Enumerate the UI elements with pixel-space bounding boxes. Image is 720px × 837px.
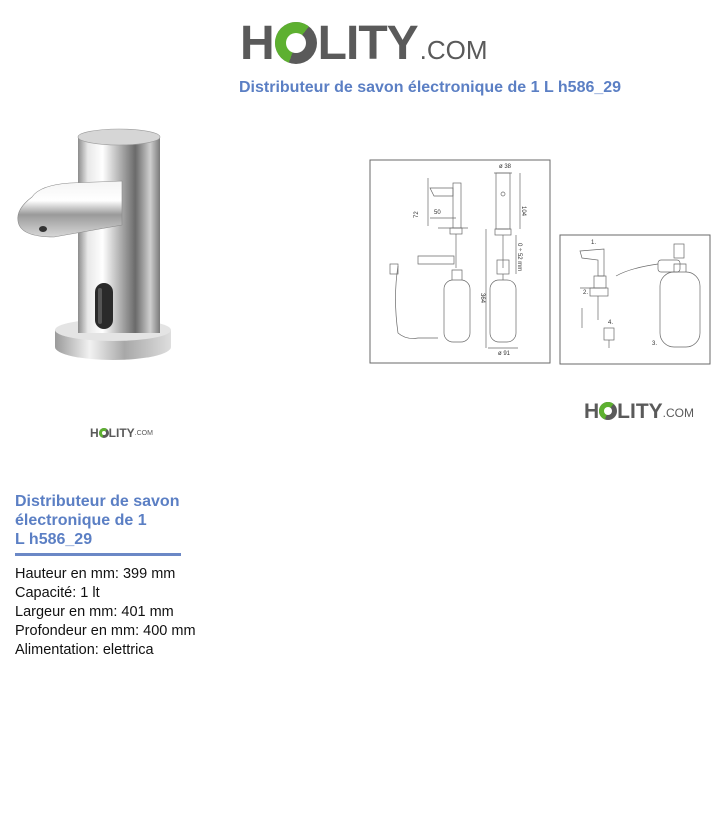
- spec-list: [15, 565, 196, 660]
- spec-width: Largeur en mm: 401 mm: [15, 604, 174, 620]
- page-title: Distributeur de savon électronique de 1 L h586_29: [239, 79, 622, 96]
- dim-diameter-91: ø 91: [498, 351, 511, 357]
- product-name-line: L h586_29: [15, 531, 93, 548]
- logo-letters: LITY: [108, 426, 135, 440]
- logo-letter-h: H: [240, 17, 274, 70]
- spout-nozzle: [39, 226, 47, 232]
- logo-letters: LITY: [317, 17, 418, 70]
- logo-letter-h: H: [90, 426, 99, 440]
- part-label-1: 1.: [591, 240, 597, 246]
- dim-height-364: 364: [479, 293, 485, 304]
- product-body: [78, 137, 160, 333]
- logo-suffix: .COM: [662, 406, 695, 420]
- logo-o-icon: [99, 428, 109, 438]
- part-label-2: 2.: [583, 290, 589, 296]
- spec-power: Alimentation: elettrica: [15, 642, 154, 658]
- logo-suffix: .COM: [419, 35, 488, 65]
- diagram-panel-dimensions: [370, 160, 550, 363]
- logo-suffix: .COM: [134, 430, 153, 437]
- dim-height-104: 104: [520, 206, 526, 217]
- logo-o-icon: [599, 402, 617, 420]
- product-name-line: Distributeur de savon: [15, 493, 180, 510]
- dim-width-50: 50: [434, 210, 441, 216]
- spec-height: Hauteur en mm: 399 mm: [15, 566, 176, 582]
- logo-letter-h: H: [584, 400, 600, 423]
- logo-o-icon: [275, 22, 317, 64]
- part-label-4: 4.: [608, 320, 614, 326]
- small-logo-left: [90, 425, 153, 439]
- spec-depth: Profondeur en mm: 400 mm: [15, 623, 196, 639]
- product-name-line: électronique de 1: [15, 512, 147, 529]
- part-label-3: 3.: [652, 341, 658, 347]
- technical-diagram: [368, 148, 712, 366]
- small-logo-right: [584, 398, 694, 422]
- diagram-panel-parts: [560, 235, 710, 364]
- sensor-window: [95, 283, 113, 329]
- product-name: [15, 492, 195, 549]
- dim-diameter-38: ø 38: [499, 164, 512, 170]
- product-photo: [10, 125, 180, 370]
- dim-height-72: 72: [414, 211, 420, 218]
- spec-capacity: Capacité: 1 lt: [15, 585, 100, 601]
- logo-letters: LITY: [617, 400, 663, 423]
- dim-range: 0 ÷ 52 mm: [516, 243, 522, 272]
- site-logo[interactable]: [240, 12, 488, 68]
- title-underline: [15, 553, 181, 556]
